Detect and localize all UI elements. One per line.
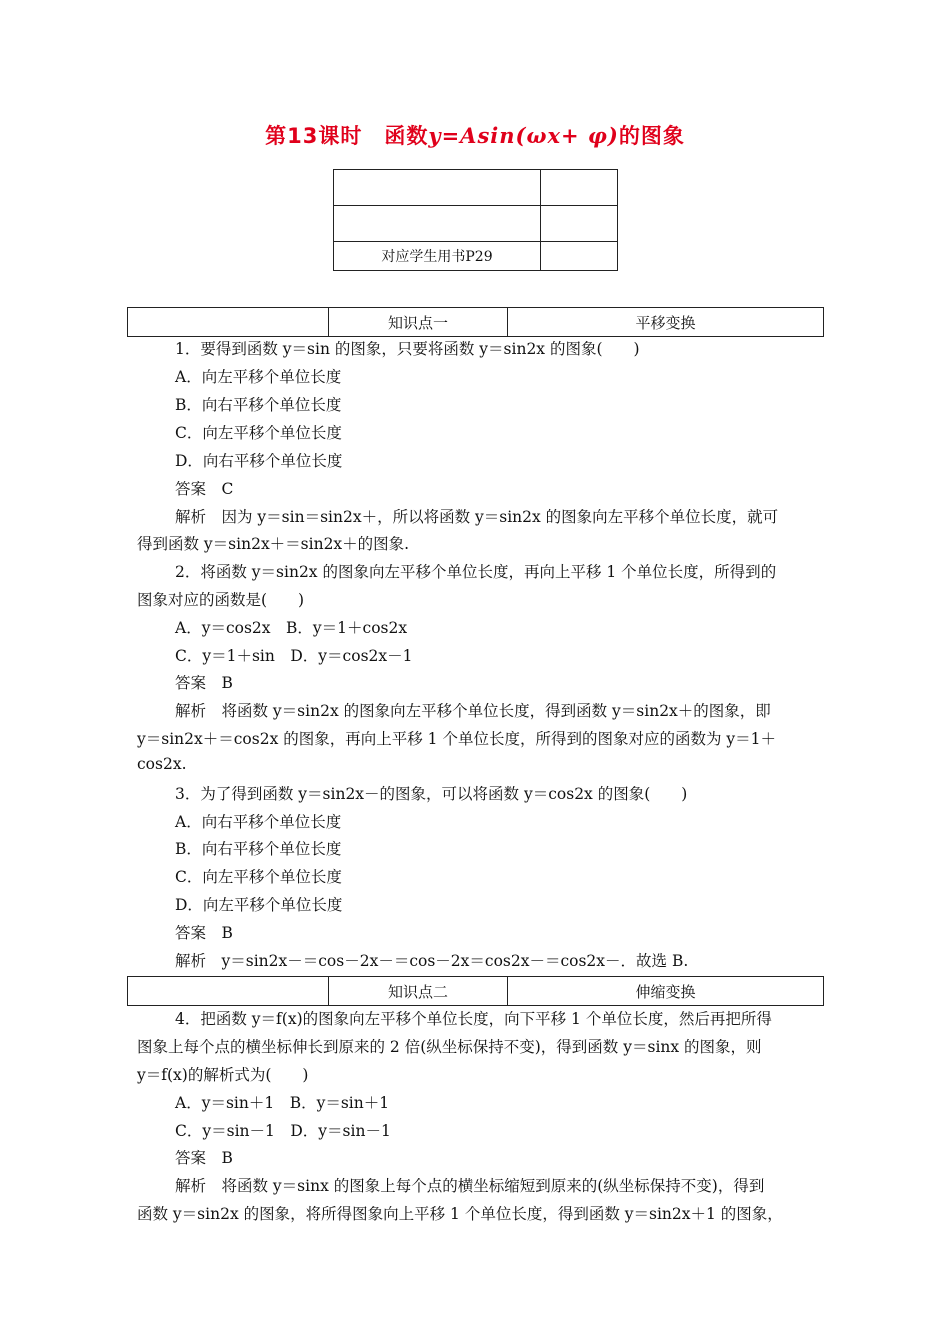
knowledge-point-topic: 伸缩变换 [508, 977, 824, 1006]
option-a: A．向右平移个单位长度 [175, 813, 342, 831]
knowledge-point-header [127, 976, 824, 1006]
option-b: B．向右平移个单位长度 [175, 396, 342, 414]
knowledge-point-label: 知识点二 [329, 977, 508, 1006]
question-4-cont: y＝f(x)的解析式为( ) [137, 1066, 309, 1084]
question-2: 2．将函数 y＝sin2x 的图象向左平移个单位长度，再向上平移 1 个单位长度，所得到的 [175, 563, 777, 581]
title-formula: y=Asin(ωx+ φ) [428, 123, 619, 148]
question-4-cont: 图象上每个点的横坐标伸长到原来的 2 倍(纵坐标保持不变)，得到函数 y＝sinx 的图象，则 [137, 1038, 762, 1056]
answer: 答案 B [175, 924, 233, 942]
option-b: B．向右平移个单位长度 [175, 840, 342, 858]
answer: 答案 C [175, 480, 234, 498]
question-1: 1．要得到函数 y＝sin 的图象，只要将函数 y＝sin2x 的图象( ) [175, 340, 640, 358]
knowledge-point-label: 知识点一 [329, 308, 508, 337]
analysis: 解析 将函数 y＝sin2x 的图象向左平移个单位长度，得到函数 y＝sin2x＋的图象，即 [175, 702, 771, 720]
analysis-cont: y＝sin2x＋＝cos2x 的图象，再向上平移 1 个单位长度，所得到的图象对应的函数为 y＝1＋ [137, 730, 777, 748]
option-c: C．向左平移个单位长度 [175, 868, 342, 886]
reference-table [333, 169, 618, 271]
option-d: D．向左平移个单位长度 [175, 896, 343, 914]
analysis: 解析 将函数 y＝sinx 的图象上每个点的横坐标缩短到原来的(纵坐标保持不变)，得到 [175, 1177, 765, 1195]
options-cd: C．y＝1＋sin D．y＝cos2x－1 [175, 647, 413, 665]
title-suffix: 的图象 [618, 124, 685, 148]
options-ab: A．y＝sin＋1 B．y＝sin＋1 [175, 1094, 390, 1112]
title-prefix: 第13课时 函数 [265, 124, 429, 148]
options-ab: A．y＝cos2x B．y＝1＋cos2x [175, 619, 408, 637]
question-2-cont: 图象对应的函数是( ) [137, 591, 305, 609]
analysis: 解析 y＝sin2x－＝cos－2x－＝cos－2x＝cos2x－＝cos2x－．故选 B. [175, 952, 689, 970]
analysis-cont: 得到函数 y＝sin2x＋＝sin2x＋的图象. [137, 535, 410, 553]
question-3: 3．为了得到函数 y＝sin2x－的图象，可以将函数 y＝cos2x 的图象( ) [175, 785, 688, 803]
option-c: C．向左平移个单位长度 [175, 424, 342, 442]
analysis-cont: cos2x. [137, 755, 187, 773]
knowledge-point-topic: 平移变换 [508, 308, 824, 337]
analysis: 解析 因为 y＝sin＝sin2x＋，所以将函数 y＝sin2x 的图象向左平移个单位长度，就可 [175, 508, 779, 526]
question-4: 4．把函数 y＝f(x)的图象向左平移个单位长度，向下平移 1 个单位长度，然后再把所得 [175, 1010, 772, 1028]
analysis-cont: 函数 y＝sin2x 的图象，将所得图象向上平移 1 个单位长度，得到函数 y＝sin2x＋1 的图象， [137, 1205, 783, 1223]
answer: 答案 B [175, 1149, 233, 1167]
textbook-reference: 对应学生用书P29 [334, 242, 541, 271]
answer: 答案 B [175, 674, 233, 692]
page-title [0, 120, 950, 150]
options-cd: C．y＝sin－1 D．y＝sin－1 [175, 1122, 391, 1140]
knowledge-point-header [127, 307, 824, 337]
option-d: D．向右平移个单位长度 [175, 452, 343, 470]
option-a: A．向左平移个单位长度 [175, 368, 342, 386]
